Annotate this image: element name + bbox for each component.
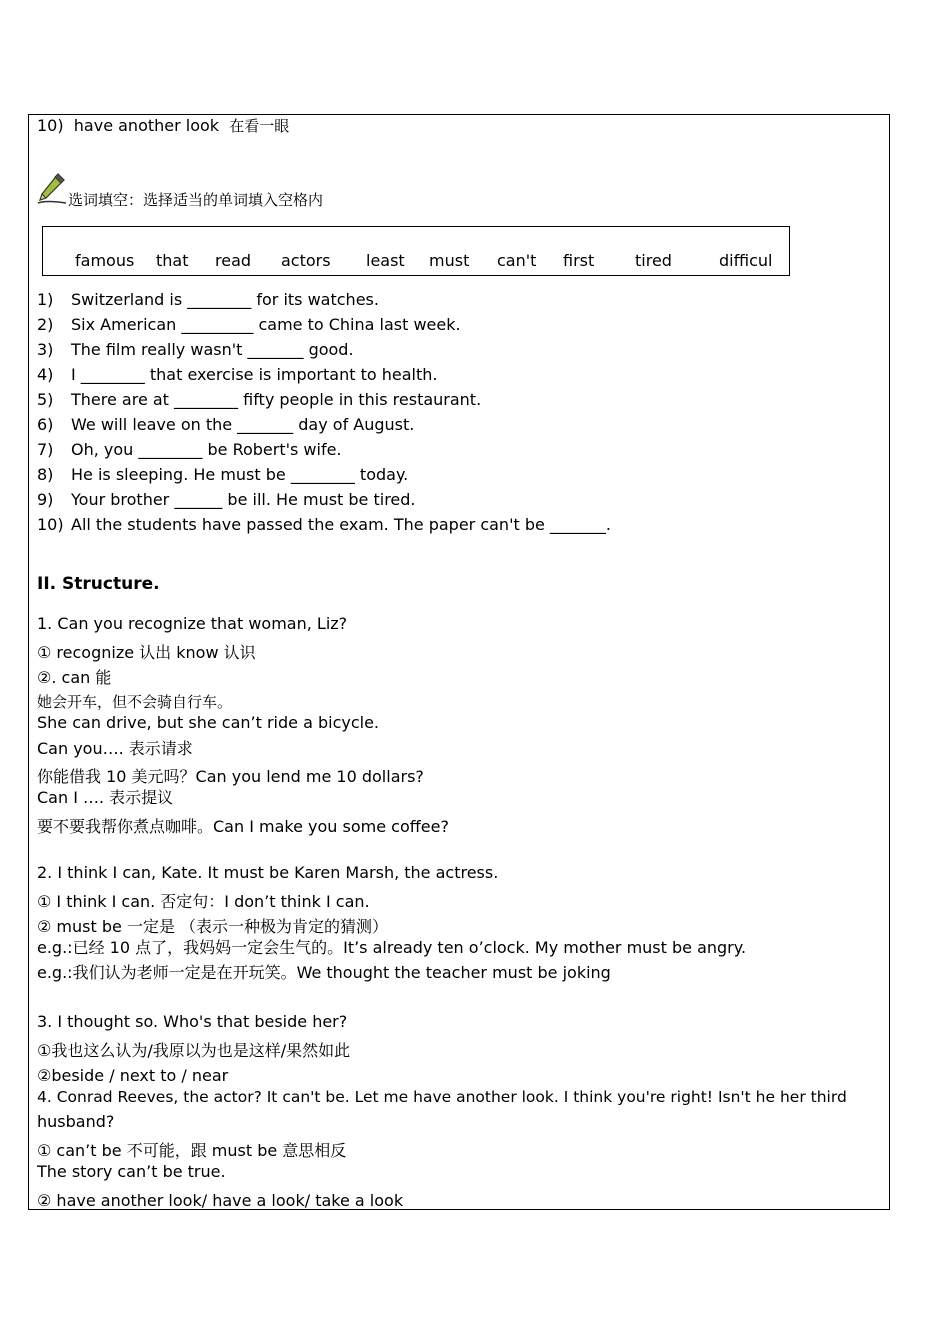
structure-line: 3. I thought so. Who's that beside her? (37, 1012, 348, 1031)
question-text: Your brother ______ be ill. He must be tired. (71, 490, 416, 509)
question-number: 10) (37, 515, 64, 534)
question-number: 2) (37, 315, 54, 334)
vocab-item: 10) have another look 在看一眼 (37, 116, 290, 135)
question-text: Switzerland is ________ for its watches. (71, 290, 379, 309)
question-number: 1) (37, 290, 54, 309)
word-bank-item: least (366, 251, 405, 270)
word-bank-item: actors (281, 251, 331, 270)
structure-line: ① recognize 认出 know 认识 (37, 643, 256, 662)
structure-line: 4. Conrad Reeves, the actor? It can't be. Let me have another look. I think you're right! Isn't he her third (37, 1088, 847, 1106)
pencil-icon (36, 170, 68, 206)
question-text: Six American _________ came to China last week. (71, 315, 461, 334)
word-bank-item: tired (635, 251, 672, 270)
structure-line: ②beside / next to / near (37, 1066, 229, 1085)
question-text: There are at ________ fifty people in this restaurant. (71, 390, 482, 409)
question-number: 4) (37, 365, 54, 384)
question-number: 9) (37, 490, 54, 509)
section-heading: II. Structure. (37, 574, 160, 594)
structure-line: ① I think I can. 否定句：I don’t think I can. (37, 892, 370, 911)
structure-line: 1. Can you recognize that woman, Liz? (37, 614, 348, 633)
word-bank-item: read (215, 251, 252, 270)
question-number: 7) (37, 440, 54, 459)
structure-line: 她会开车，但不会骑自行车。 (37, 693, 233, 711)
word-bank-item: first (563, 251, 595, 270)
word-bank-item: that (156, 251, 189, 270)
structure-line: husband? (37, 1112, 115, 1131)
question-text: He is sleeping. He must be ________ today. (71, 465, 409, 484)
word-bank-item: difficul (719, 251, 773, 270)
word-bank-item: can't (497, 251, 537, 270)
structure-line: e.g.:已经 10 点了，我妈妈一定会生气的。It’s already ten o’clock. My mother must be angry. (37, 938, 747, 957)
word-bank-box (42, 226, 790, 276)
structure-line: ① can’t be 不可能，跟 must be 意思相反 (37, 1141, 347, 1160)
structure-line: She can drive, but she can’t ride a bicycle. (37, 713, 380, 732)
structure-line: ①我也这么认为/我原以为也是这样/果然如此 (37, 1041, 351, 1060)
structure-line: ② must be 一定是 （表示一种极为肯定的猜测） (37, 917, 389, 936)
structure-line: 你能借我 10 美元吗？Can you lend me 10 dollars? (37, 767, 424, 786)
word-bank-item: famous (75, 251, 135, 270)
structure-line: e.g.:我们认为老师一定是在开玩笑。We thought the teacher must be joking (37, 963, 611, 982)
structure-line: Can I …. 表示提议 (37, 788, 174, 807)
structure-line: ② have another look/ have a look/ take a look (37, 1191, 404, 1210)
question-number: 6) (37, 415, 54, 434)
word-bank-item: must (429, 251, 470, 270)
question-text: I ________ that exercise is important to health. (71, 365, 438, 384)
question-number: 5) (37, 390, 54, 409)
question-text: All the students have passed the exam. The paper can't be _______. (71, 515, 611, 534)
exercise-title: 选词填空：选择适当的单词填入空格内 (68, 191, 324, 209)
structure-line: The story can’t be true. (37, 1162, 226, 1181)
structure-line: 要不要我帮你煮点咖啡。Can I make you some coffee? (37, 817, 449, 836)
question-number: 3) (37, 340, 54, 359)
question-text: We will leave on the _______ day of August. (71, 415, 415, 434)
structure-line: 2. I think I can, Kate. It must be Karen Marsh, the actress. (37, 863, 499, 882)
structure-line: Can you…. 表示请求 (37, 739, 193, 758)
question-number: 8) (37, 465, 54, 484)
question-text: The film really wasn't _______ good. (71, 340, 354, 359)
structure-line: ②. can 能 (37, 668, 112, 687)
question-text: Oh, you ________ be Robert's wife. (71, 440, 342, 459)
